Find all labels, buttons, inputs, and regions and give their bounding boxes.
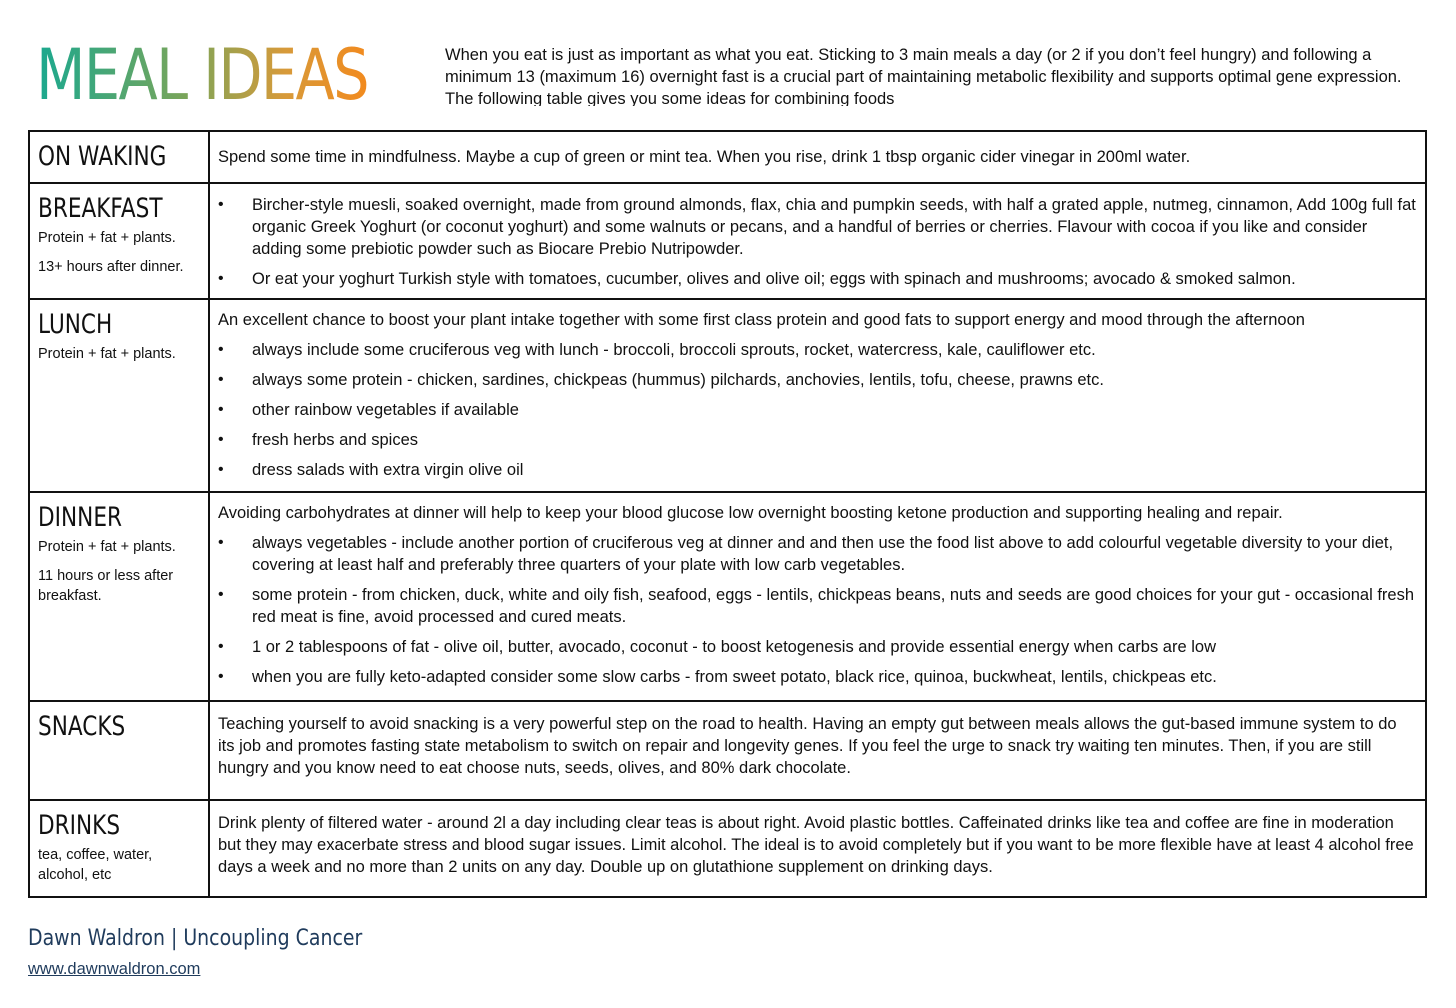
intro-text: When you eat is just as important as what you eat. Sticking to 3 main meals a day (or 2 if you don’t feel hungry) and following a minimum 13 (maximum 16) overnight fast is a crucial part of maintaining metabolic flexibility and supports optimal gene expression. The following table gives you some ideas for combining foods [445, 46, 1402, 106]
list-item: • 1 or 2 tablespoons of fat - olive oil, butter, avocado, coconut - to boost ketogenesis and provide essential energy when carbs are low [218, 636, 1417, 658]
list-item: • always include some cruciferous veg with lunch - broccoli, broccoli sprouts, rocket, watercress, kale, cauliflower etc. [218, 339, 1417, 361]
drinks-text: Drink plenty of filtered water - around 2l a day including clear teas is about right. Avoid plastic bottles. Caffeinated drinks like tea and coffee are fine in moderation but they may exacerbate stress and blood sugar issues. Limit alcohol. The ideal is to avoid completely but if you want to be more flexible have at least 4 alcohol free days a week and no more than 2 units on any day. Double up on glutathione supplement on drinking days. [218, 814, 1414, 876]
drinks-subtitle: tea, coffee, water, alcohol, etc [38, 847, 153, 883]
list-item: • always vegetables - include another portion of cruciferous veg at dinner and and then use the food list above to add colourful vegetable diversity to your diet, covering at least half and preferably three quarters of your plate with low carb vegetables. [218, 532, 1417, 576]
list-item: • Bircher-style muesli, soaked overnight, made from ground almonds, flax, chia and pumpkin seeds, with half a grated apple, nutmeg, cinnamon, Add 100g full fat organic Greek Yoghurt (or coconut yoghurt) and some walnuts or pecans, and a handful of berries or cherries. Flavour with cocoa if you like and consider adding some prebiotic powder such as Biocare Prebio Nutripowder. [218, 194, 1417, 260]
content-cell [209, 492, 1426, 701]
breakfast-subtitle: Protein + fat + plants. [38, 230, 176, 246]
lunch-list [218, 339, 1417, 481]
content-cell [209, 800, 1426, 897]
footer-author: Dawn Waldron | Uncoupling Cancer [28, 926, 363, 951]
dinner-list [218, 532, 1417, 688]
content-cell [209, 701, 1426, 800]
list-item: • Or eat your yoghurt Turkish style with tomatoes, cucumber, olives and olive oil; eggs with spinach and mushrooms; avocado & smoked salmon. [218, 268, 1417, 290]
dinner-lead: Avoiding carbohydrates at dinner will help to keep your blood glucose low overnight boosting ketone production and supporting healing and repair. [218, 504, 1283, 522]
meal-table [28, 130, 1427, 898]
label-cell [29, 701, 209, 800]
content-cell [209, 183, 1426, 299]
row-snacks [29, 701, 1426, 800]
row-title-dinner: DINNER [38, 502, 122, 533]
row-title-snacks: SNACKS [38, 711, 126, 742]
lunch-lead: An excellent chance to boost your plant intake together with some first class protein and good fats to support energy and mood through the afternoon [218, 311, 1305, 329]
row-on-waking [29, 131, 1426, 183]
label-cell [29, 299, 209, 492]
row-lunch [29, 299, 1426, 492]
row-title-lunch: LUNCH [38, 309, 113, 340]
row-title-on-waking: ON WAKING [38, 141, 167, 172]
list-item: • some protein - from chicken, duck, white and oily fish, seafood, eggs - lentils, chickpeas beans, nuts and seeds are good choices for your gut - occasional fresh red meat is fine, avoid processed and cured meats. [218, 584, 1417, 628]
breakfast-list [218, 194, 1417, 290]
on-waking-text: Spend some time in mindfulness. Maybe a cup of green or mint tea. When you rise, drink 1 tbsp organic cider vinegar in 200ml water. [218, 148, 1191, 166]
row-breakfast [29, 183, 1426, 299]
content-cell [209, 299, 1426, 492]
list-item: • fresh herbs and spices [218, 429, 1417, 451]
list-item: • other rainbow vegetables if available [218, 399, 1417, 421]
row-dinner [29, 492, 1426, 701]
dinner-timing: 11 hours or less after breakfast. [38, 568, 174, 604]
snacks-text: Teaching yourself to avoid snacking is a very powerful step on the road to health. Having an empty gut between meals allows the gut-based immune system to do its job and promotes fasting state metabolism to switch on repair and longevity genes. If you feel the urge to snack try waiting ten minutes. Then, if you are still hungry and you know need to eat choose nuts, seeds, olives, and 80% dark chocolate. [218, 715, 1397, 777]
label-cell [29, 492, 209, 701]
footer-website-link[interactable]: www.dawnwaldron.com [28, 960, 201, 978]
label-cell [29, 183, 209, 299]
list-item: • always some protein - chicken, sardines, chickpeas (hummus) pilchards, anchovies, lentils, tofu, cheese, prawns etc. [218, 369, 1417, 391]
label-cell [29, 800, 209, 897]
dinner-subtitle: Protein + fat + plants. [38, 539, 176, 555]
list-item: • dress salads with extra virgin olive oil [218, 459, 1417, 481]
label-cell [29, 131, 209, 183]
list-item: • when you are fully keto-adapted consider some slow carbs - from sweet potato, black rice, quinoa, buckwheat, lentils, chickpeas etc. [218, 666, 1417, 688]
lunch-subtitle: Protein + fat + plants. [38, 346, 176, 362]
row-title-breakfast: BREAKFAST [38, 193, 163, 224]
breakfast-timing: 13+ hours after dinner. [38, 259, 184, 275]
row-title-drinks: DRINKS [38, 810, 121, 841]
content-cell [209, 131, 1426, 183]
row-drinks [29, 800, 1426, 897]
page-title: MEAL IDEAS [36, 34, 368, 116]
